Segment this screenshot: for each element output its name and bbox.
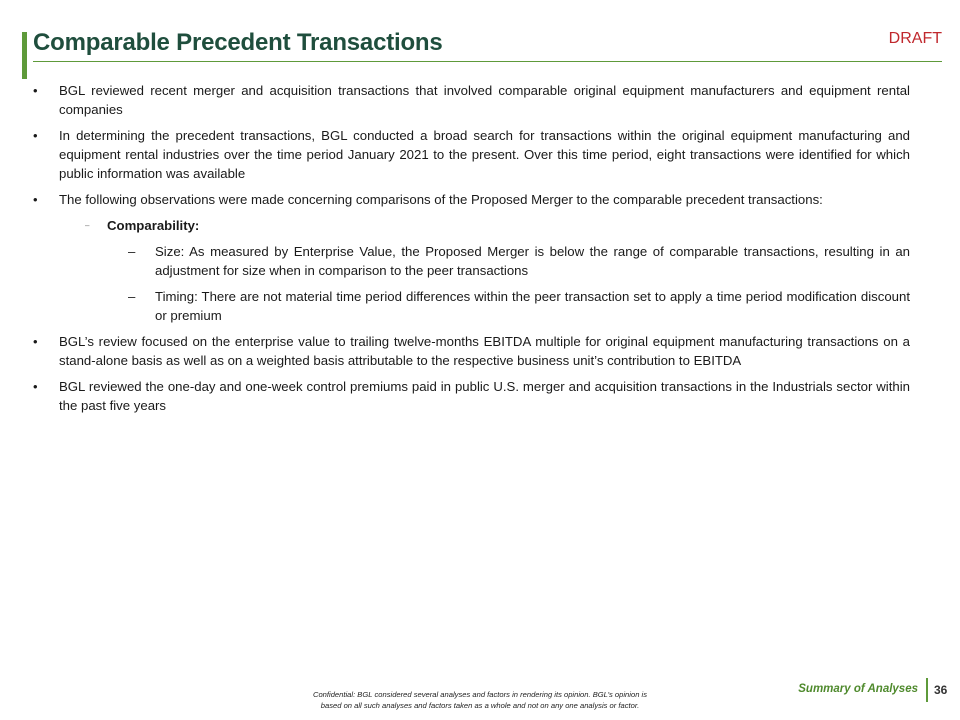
page-number: 36 [934,683,948,697]
bullet-text: In determining the precedent transactions, BGL conducted a broad search for transactions within the original equipment manufacturing and equipment rental industries over the time period January 2021 to the present. Over this time period, eight transactions were identified for which public information was available [59,128,910,181]
dash-marker: – [128,244,136,259]
confidentiality-note-line-2: based on all such analyses and factors taken as a whole and not on any one analysis or factor. [320,701,640,710]
bullet-marker: • [33,379,38,394]
bullet-text: Timing: There are not material time period differences within the peer transaction set to apply a time period modification discount or premium [155,289,910,323]
bullet-marker: • [33,83,38,98]
sub-sub-bullet-item [30,287,910,325]
title-accent-bar [22,32,27,79]
sub-bullet-heading: Comparability: [107,218,200,233]
bullet-text: Size: As measured by Enterprise Value, the Proposed Merger is below the range of comparable transactions, resulting in an adjustment for size when in comparison to the peer transactions [155,244,910,278]
bullet-list [30,81,910,422]
bullet-item [30,377,910,415]
footer-divider [926,678,928,702]
bullet-item [30,81,910,119]
confidentiality-note-line-1: Confidential: BGL considered several analyses and factors in rendering its opinion. BGL’s opinion is [312,690,648,699]
sub-sub-bullet-item [30,242,910,280]
bullet-marker: • [33,192,38,207]
bullet-text: The following observations were made concerning comparisons of the Proposed Merger to the comparable precedent transactions: [59,192,823,207]
bullet-marker: • [33,334,38,349]
bullet-item [30,126,910,183]
confidentiality-note [260,689,700,711]
sub-bullet-marker: – [85,221,90,230]
bullet-text: BGL reviewed recent merger and acquisition transactions that involved comparable original equipment manufacturers and equipment rental companies [59,83,910,117]
title-divider [33,61,942,62]
dash-marker: – [128,289,136,304]
page-title: Comparable Precedent Transactions [33,29,443,56]
draft-label: DRAFT [888,30,942,47]
section-label: Summary of Analyses [798,683,918,695]
bullet-item [30,332,910,370]
bullet-item [30,190,910,209]
bullet-marker: • [33,128,38,143]
bullet-text: BGL’s review focused on the enterprise value to trailing twelve-months EBITDA multiple for original equipment manufacturing transactions on a stand-alone basis as well as on a weighted basis attributable to the respective business unit’s contribution to EBITDA [59,334,910,368]
bullet-text: BGL reviewed the one-day and one-week control premiums paid in public U.S. merger and acquisition transactions in the Industrials sector within the past five years [59,379,910,413]
sub-bullet-item [30,216,910,235]
